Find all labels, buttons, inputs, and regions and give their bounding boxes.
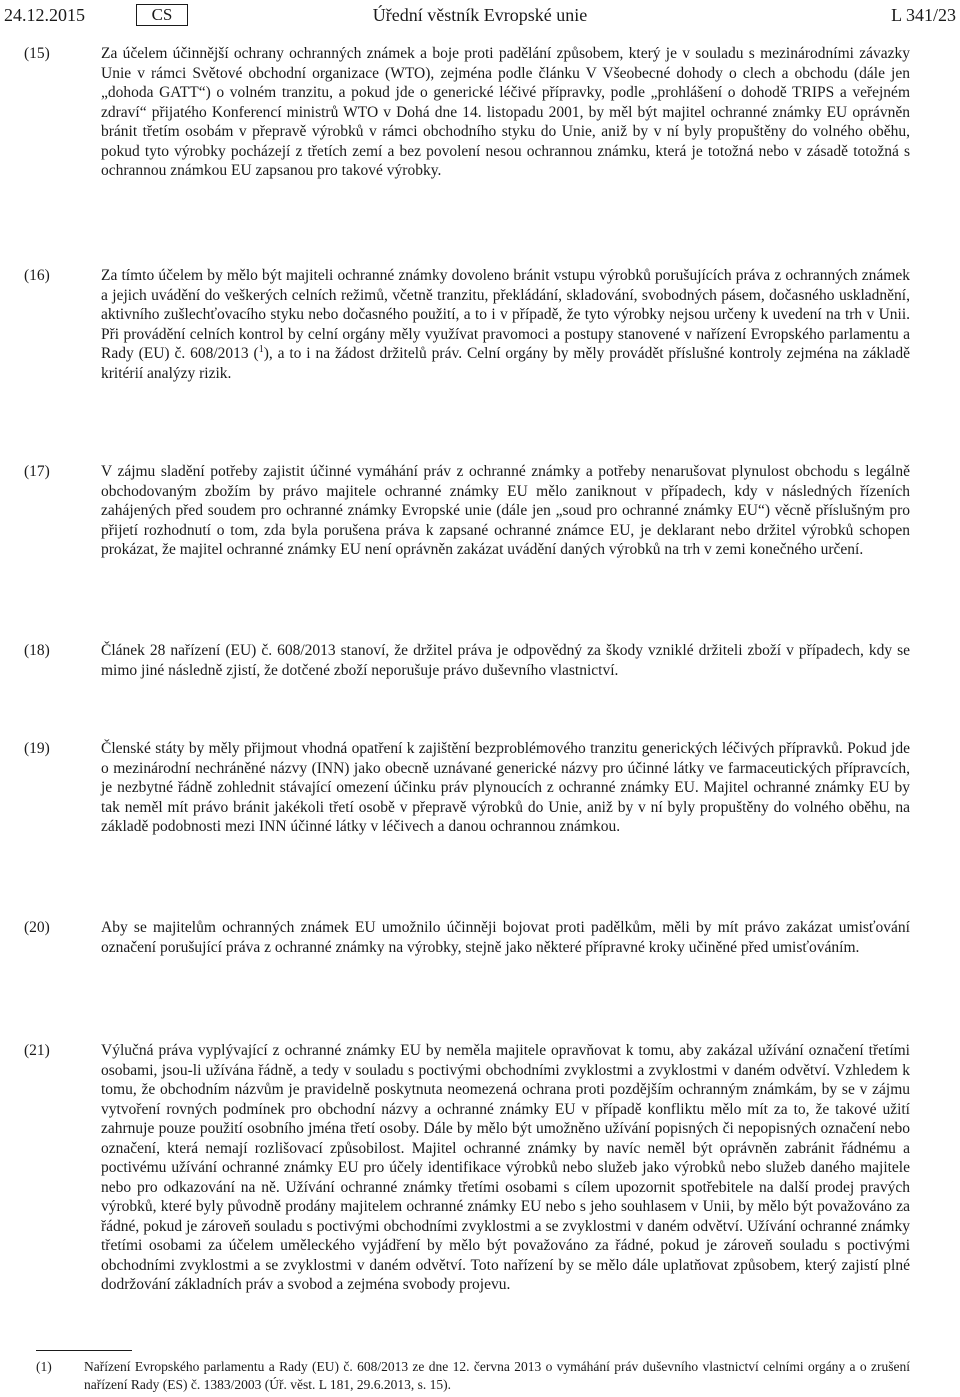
recital-text: V zájmu sladění potřeby zajistit účinné vymáhání práv z ochranné známky a potřeby nenarušovat plynulost obchodu s legálně obchodovaným zbožím by právo majitele ochranné známky EU mělo zaniknout v případech, kdy v následných řízeních zahájených před soudem pro ochranné známky Evropské unie (dále jen „soud pro ochranné známky EU“) věcně příslušným pro přijetí rozhodnutí o tom, zda byla porušena práva k zapsané ochranné známce EU, je deklarant nebo držitel výrobků schopen prokázat, že majitel ochranné známky EU není oprávněn zakázat uvádění daných výrobků na trh v zemi konečného určení. <box>101 463 910 558</box>
recital-number: (18) <box>24 642 50 659</box>
recital-text: Aby se majitelům ochranných známek EU umožnilo účinněji bojovat proti padělkům, měli by mít právo zakázat umisťování označení porušující práva z ochranné známky na výrobky, stejně jako některé přípravné kroky učiněné před umisťováním. <box>101 919 910 956</box>
recital-number: (21) <box>24 1042 50 1059</box>
footnote-reference: 1 <box>258 343 264 355</box>
recital-text: Článek 28 nařízení (EU) č. 608/2013 stanoví, že držitel práva je odpovědný za škody vzniklé držiteli zboží v případech, kdy se mimo jiné následně zjistí, že dotčené zboží neporušuje právo duševního vlastnictví. <box>101 642 910 679</box>
publication-date: 24.12.2015 <box>4 5 85 25</box>
recital-text: Za účelem účinnější ochrany ochranných známek a boje proti padělání způsobem, který je v souladu s mezinárodními závazky Unie v rámci Světové obchodní organizace (WTO), zejména podle článku V Všeobecné dohody o clech a obchodu (dále jen „dohoda GATT“) o volném tranzitu, a pokud jde o generické léčivé přípravky, podle „prohlášení o dohodě TRIPS a veřejném zdraví“ přijatého Konferencí ministrů WTO v Dohá dne 14. listopadu 2001, by měl být majitel ochranné známky EU oprávněn bránit třetím osobám v přepravě výrobků v rámci obchodního styku do Unie, aniž by v ní byly propuštěny do volného oběhu, pokud tyto výrobky pocházejí z třetích zemí a bez povolení nesou ochrannou známku, která je totožná nebo v zásadě totožná s ochrannou známkou EU zapsanou pro takové výrobky. <box>101 45 910 179</box>
journal-title: Úřední věstník Evropské unie <box>372 5 588 25</box>
recital-number: (17) <box>24 463 50 480</box>
footnote-divider <box>36 1350 132 1351</box>
recital-text: Členské státy by měly přijmout vhodná opatření k zajištění bezproblémového tranzitu generických léčivých přípravků. Pokud jde o mezinárodní nechráněné názvy (INN) jako obecně uznávané generické názvy pro účinné látky ve farmaceutických přípravcích, je nezbytné řádně zohlednit stávající omezení účinku práv plynoucích z ochranné známky EU. Majitel ochranné známky EU by tak neměl mít právo bránit jakékoli třetí osobě v přepravě výrobků do Unie, aniž by v ní byly propuštěny do volného oběhu, na základě podobnosti mezi INN účinné látky v léčivech a danou ochrannou známkou. <box>101 740 910 835</box>
footnote-text: Nařízení Evropského parlamentu a Rady (EU) č. 608/2013 ze dne 12. června 2013 o vymáhání práv duševního vlastnictví celními orgány a o zrušení nařízení Rady (ES) č. 1383/2003 (Úř. věst. L 181, 29.6.2013, s. 15). <box>84 1359 910 1392</box>
recital-text: Výlučná práva vyplývající z ochranné známky EU by neměla majitele opravňovat k tomu, aby zakázal užívání označení třetími osobami, jsou-li užívána řádně, a tedy v souladu s poctivými obchodními zvyklostmi a zvyklostmi v daném odvětví. Vzhledem k tomu, že obchodním názvům je pravidelně poskytnuta neomezená ochrana proti pozdějším ochranným známkám, by se v zájmu vytvoření rovných podmínek pro obchodní názvy a ochranné známky EU v případě konfliktu mělo mít za to, že takové užití zahrnuje pouze použití osobního jména třetí osoby. Dále by mělo být umožněno užívání popisných či nepopisných označení nebo označení, která nemají rozlišovací způsobilost. Majitel ochranné známky by navíc neměl být oprávněn zabránit řádnému a poctivému užívání ochranné známky EU pro účely identifikace výrobků nebo služeb jako výrobků nebo služeb daného majitele nebo pro odkazování na ně. Užívání ochranné známky třetími osobami s cílem upozornit spotřebitele na další prodej pravých výrobků, které byly původně prodány majitelem ochranné známky EU nebo s jeho souhlasem v Unii, by mělo být považováno za řádné, pokud je zároveň souladu s poctivými obchodními zvyklostmi a se zvyklostmi v daném odvětví. Užívání ochranné známky třetími osobami za účelem uměleckého vyjádření by mělo být považováno za řádné, pokud je zároveň souladu s poctivými obchodními zvyklostmi a se zvyklostmi v daném odvětví. Toto nařízení by se mělo dále uplatňovat způsobem, který zajistí plné dodržování základních práv a svobod a zejména svobody projevu. <box>101 1042 910 1293</box>
recital-number: (19) <box>24 740 50 757</box>
page-header <box>4 4 956 28</box>
page-reference: L 341/23 <box>891 5 956 25</box>
recital-number: (16) <box>24 267 50 284</box>
footnote-mark: (1) <box>36 1359 52 1374</box>
recital-number: (20) <box>24 919 50 936</box>
recital-number: (15) <box>24 45 50 62</box>
language-badge: CS <box>136 4 188 26</box>
recital-text: Za tímto účelem by mělo být majiteli ochranné známky dovoleno bránit vstupu výrobků porušujících práva z ochranných známek a jejich uvádění do veškerých celních režimů, včetně tranzitu, překládání, skladování, svobodných pásem, dočasného uskladnění, aktivního zušlechťovacího styku nebo dočasného použití, a to i v případě, že tyto výrobky nejsou určeny k uvedení na trh v Unii. Při provádění celních kontrol by celní orgány měly využívat pravomoci a postupy stanovené v nařízení Evropského parlamentu a Rady (EU) č. 608/2013 ($^1$), a to i na žádost držitelů práv. Celní orgány by měly provádět příslušné kontroly zejména na základě kritérií analýzy rizik. <box>101 267 910 382</box>
